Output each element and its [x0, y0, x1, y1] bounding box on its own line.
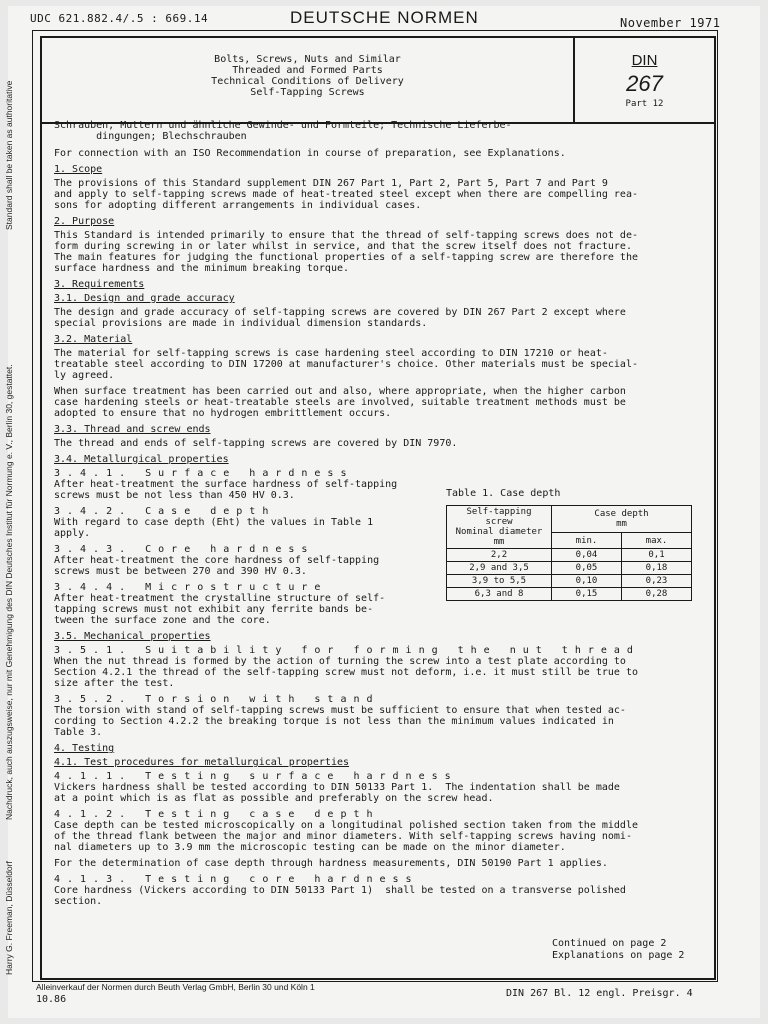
- table-caption: Table 1. Case depth: [446, 488, 561, 499]
- paragraph: When the nut thread is formed by the action of turning the screw into a test plate according to Section 4.2.1 the thread of the self-tapping screw must not deform, i.e. it must still be true to size after the test.: [54, 656, 638, 689]
- paragraph: The provisions of this Standard supplement DIN 267 Part 1, Part 2, Part 5, Part 7 and Part 9 and apply to self-tapping screws made of heat-treated steel except when there are compelling rea- sons for adopting different arrangements in individual cases.: [54, 178, 638, 211]
- side-note-authoritative: Standard shall be taken as authoritative: [4, 80, 14, 230]
- table-header-diameter: Self-tapping screw Nominal diameter mm: [447, 506, 552, 549]
- table-row: [447, 562, 692, 575]
- title-block: [40, 36, 716, 124]
- german-title: Schrauben, Muttern und ähnliche Gewinde- und Formteile; Technische Lieferbe- dingungen; Blechschrauben: [54, 120, 512, 142]
- table-cell: 0,18: [622, 562, 692, 575]
- table-cell: 3,9 to 5,5: [447, 575, 552, 588]
- table-cell: 0,23: [622, 575, 692, 588]
- section-heading: 3.4. Metallurgical properties: [54, 454, 229, 465]
- table-cell: 0,28: [622, 588, 692, 601]
- din-number-box: [575, 38, 714, 122]
- paragraph: After heat-treatment the crystalline structure of self- tapping screws must not exhibit any ferrite bands be- tween the surface zone and the core.: [54, 593, 386, 626]
- section-heading: 3.5. Mechanical properties: [54, 631, 211, 642]
- subsection-heading: 3.4.4. Microstructure: [54, 582, 328, 593]
- paragraph: For the determination of case depth through hardness measurements, DIN 50190 Part 1 applies.: [54, 858, 608, 869]
- table-cell: 0,05: [552, 562, 622, 575]
- table-cell: 0,10: [552, 575, 622, 588]
- iso-note: For connection with an ISO Recommendation in course of preparation, see Explanations.: [54, 148, 566, 159]
- print-code: 10.86: [36, 994, 67, 1005]
- table-header-min: min.: [552, 533, 622, 549]
- section-heading: 3.1. Design and grade accuracy: [54, 293, 235, 304]
- document-reference: DIN 267 Bl. 12 engl. Preisgr. 4: [506, 988, 693, 999]
- subject-title: Bolts, Screws, Nuts and Similar Threaded and Formed Parts Technical Conditions of Delivery Self-Tapping Screws: [211, 54, 404, 98]
- table-cell: 2,9 and 3,5: [447, 562, 552, 575]
- paragraph: The torsion with stand of self-tapping screws must be sufficient to ensure that when tested ac- cording to Section 4.2.2 the breaking torque is not less than the minimum values indicated in Table 3.: [54, 705, 626, 738]
- subsection-heading: 4.1.3. Testing core hardness: [54, 874, 419, 885]
- table-cell: 2,2: [447, 549, 552, 562]
- publisher-title: DEUTSCHE NORMEN: [290, 8, 479, 27]
- table-cell: 0,1: [622, 549, 692, 562]
- section-heading: 4. Testing: [54, 743, 115, 754]
- table-cell: 0,15: [552, 588, 622, 601]
- subsection-heading: 3.4.2. Case depth: [54, 506, 276, 517]
- din-label: DIN: [631, 52, 658, 69]
- subsection-heading: 3.4.1. Surface hardness: [54, 468, 354, 479]
- table-header-case-depth: Case depth mm: [552, 506, 692, 533]
- paragraph: The design and grade accuracy of self-tapping screws are covered by DIN 267 Part 2 except where special provisions are made in individual dimension standards.: [54, 307, 626, 329]
- paragraph: The thread and ends of self-tapping screws are covered by DIN 7970.: [54, 438, 458, 449]
- paragraph: Case depth can be tested microscopically on a longitudinal polished section taken from the middle of the thread flank between the major and minor diameters. With self-tapping screws having nomi- nal diameters up to 3.9 mm the microscopic testing can be made on the minor diameter.: [54, 820, 638, 853]
- paragraph: When surface treatment has been carried out and also, where appropriate, when the higher carbon case hardening steels or heat-treatable steels are involved, suitable treatment methods must be adopted to ensure that no hydrogen embrittlement occurs.: [54, 386, 626, 419]
- continuation-note: Continued on page 2 Explanations on page 2: [552, 938, 685, 961]
- section-heading: 3.2. Material: [54, 334, 133, 345]
- table-cell: 0,04: [552, 549, 622, 562]
- subsection-heading: 3.4.3. Core hardness: [54, 544, 315, 555]
- table-header-max: max.: [622, 533, 692, 549]
- side-note-copyright: Nachdruck, auch auszugsweise, nur mit Genehmigung des DIN Deutsches Institut für Normung e. V., Berlin 30, gestattet.: [4, 364, 14, 820]
- case-depth-table: [446, 505, 692, 601]
- section-heading: 3. Requirements: [54, 279, 145, 290]
- table-cell: 6,3 and 8: [447, 588, 552, 601]
- paragraph: The material for self-tapping screws is case hardening steel according to DIN 17210 or heat- treatable steel according to DIN 17200 at manufacturer's choice. Other materials must be special- ly agreed.: [54, 348, 638, 381]
- subsection-heading: 4.1.1. Testing surface hardness: [54, 771, 458, 782]
- side-note-printer: Harry G. Freeman, Düsseldorf: [4, 861, 14, 975]
- paragraph: This Standard is intended primarily to ensure that the thread of self-tapping screws does not de- form during screwing in or later whilst in service, and that the screw itself does not fracture. The main features for judging the functional properties of a self-tapping screw are therefore the surface hardness and the minimum breaking torque.: [54, 230, 638, 274]
- paragraph: With regard to case depth (Eht) the values in Table 1 apply.: [54, 517, 374, 539]
- subsection-heading: 4.1.2. Testing case depth: [54, 809, 380, 820]
- paragraph: After heat-treatment the surface hardness of self-tapping screws must be not less than 450 HV 0.3.: [54, 479, 398, 501]
- section-heading: 1. Scope: [54, 164, 103, 175]
- din-number: 267: [626, 71, 663, 96]
- section-heading: 3.3. Thread and screw ends: [54, 424, 211, 435]
- issue-date: November 1971: [620, 16, 721, 30]
- subsection-heading: 3.5.1. Suitability for forming the nut thread: [54, 645, 640, 656]
- table-row: [447, 588, 692, 601]
- udc-code: UDC 621.882.4/.5 : 669.14: [30, 12, 209, 25]
- subsection-heading: 3.5.2. Torsion with stand: [54, 694, 380, 705]
- section-heading: 4.1. Test procedures for metallurgical properties: [54, 757, 350, 768]
- paragraph: Vickers hardness shall be tested according to DIN 50133 Part 1. The indentation shall be made at a point which is as flat as possible and preferably on the screw head.: [54, 782, 620, 804]
- din-part: Part 12: [625, 99, 664, 109]
- section-heading: 2. Purpose: [54, 216, 115, 227]
- paragraph: Core hardness (Vickers according to DIN 50133 Part 1) shall be tested on a transverse polished section.: [54, 885, 626, 907]
- case-depth-table-block: [446, 488, 692, 601]
- table-row: [447, 549, 692, 562]
- table-row: [447, 575, 692, 588]
- sales-note: Alleinverkauf der Normen durch Beuth Verlag GmbH, Berlin 30 und Köln 1: [36, 982, 315, 992]
- paragraph: After heat-treatment the core hardness of self-tapping screws must be between 270 and 390 HV 0.3.: [54, 555, 380, 577]
